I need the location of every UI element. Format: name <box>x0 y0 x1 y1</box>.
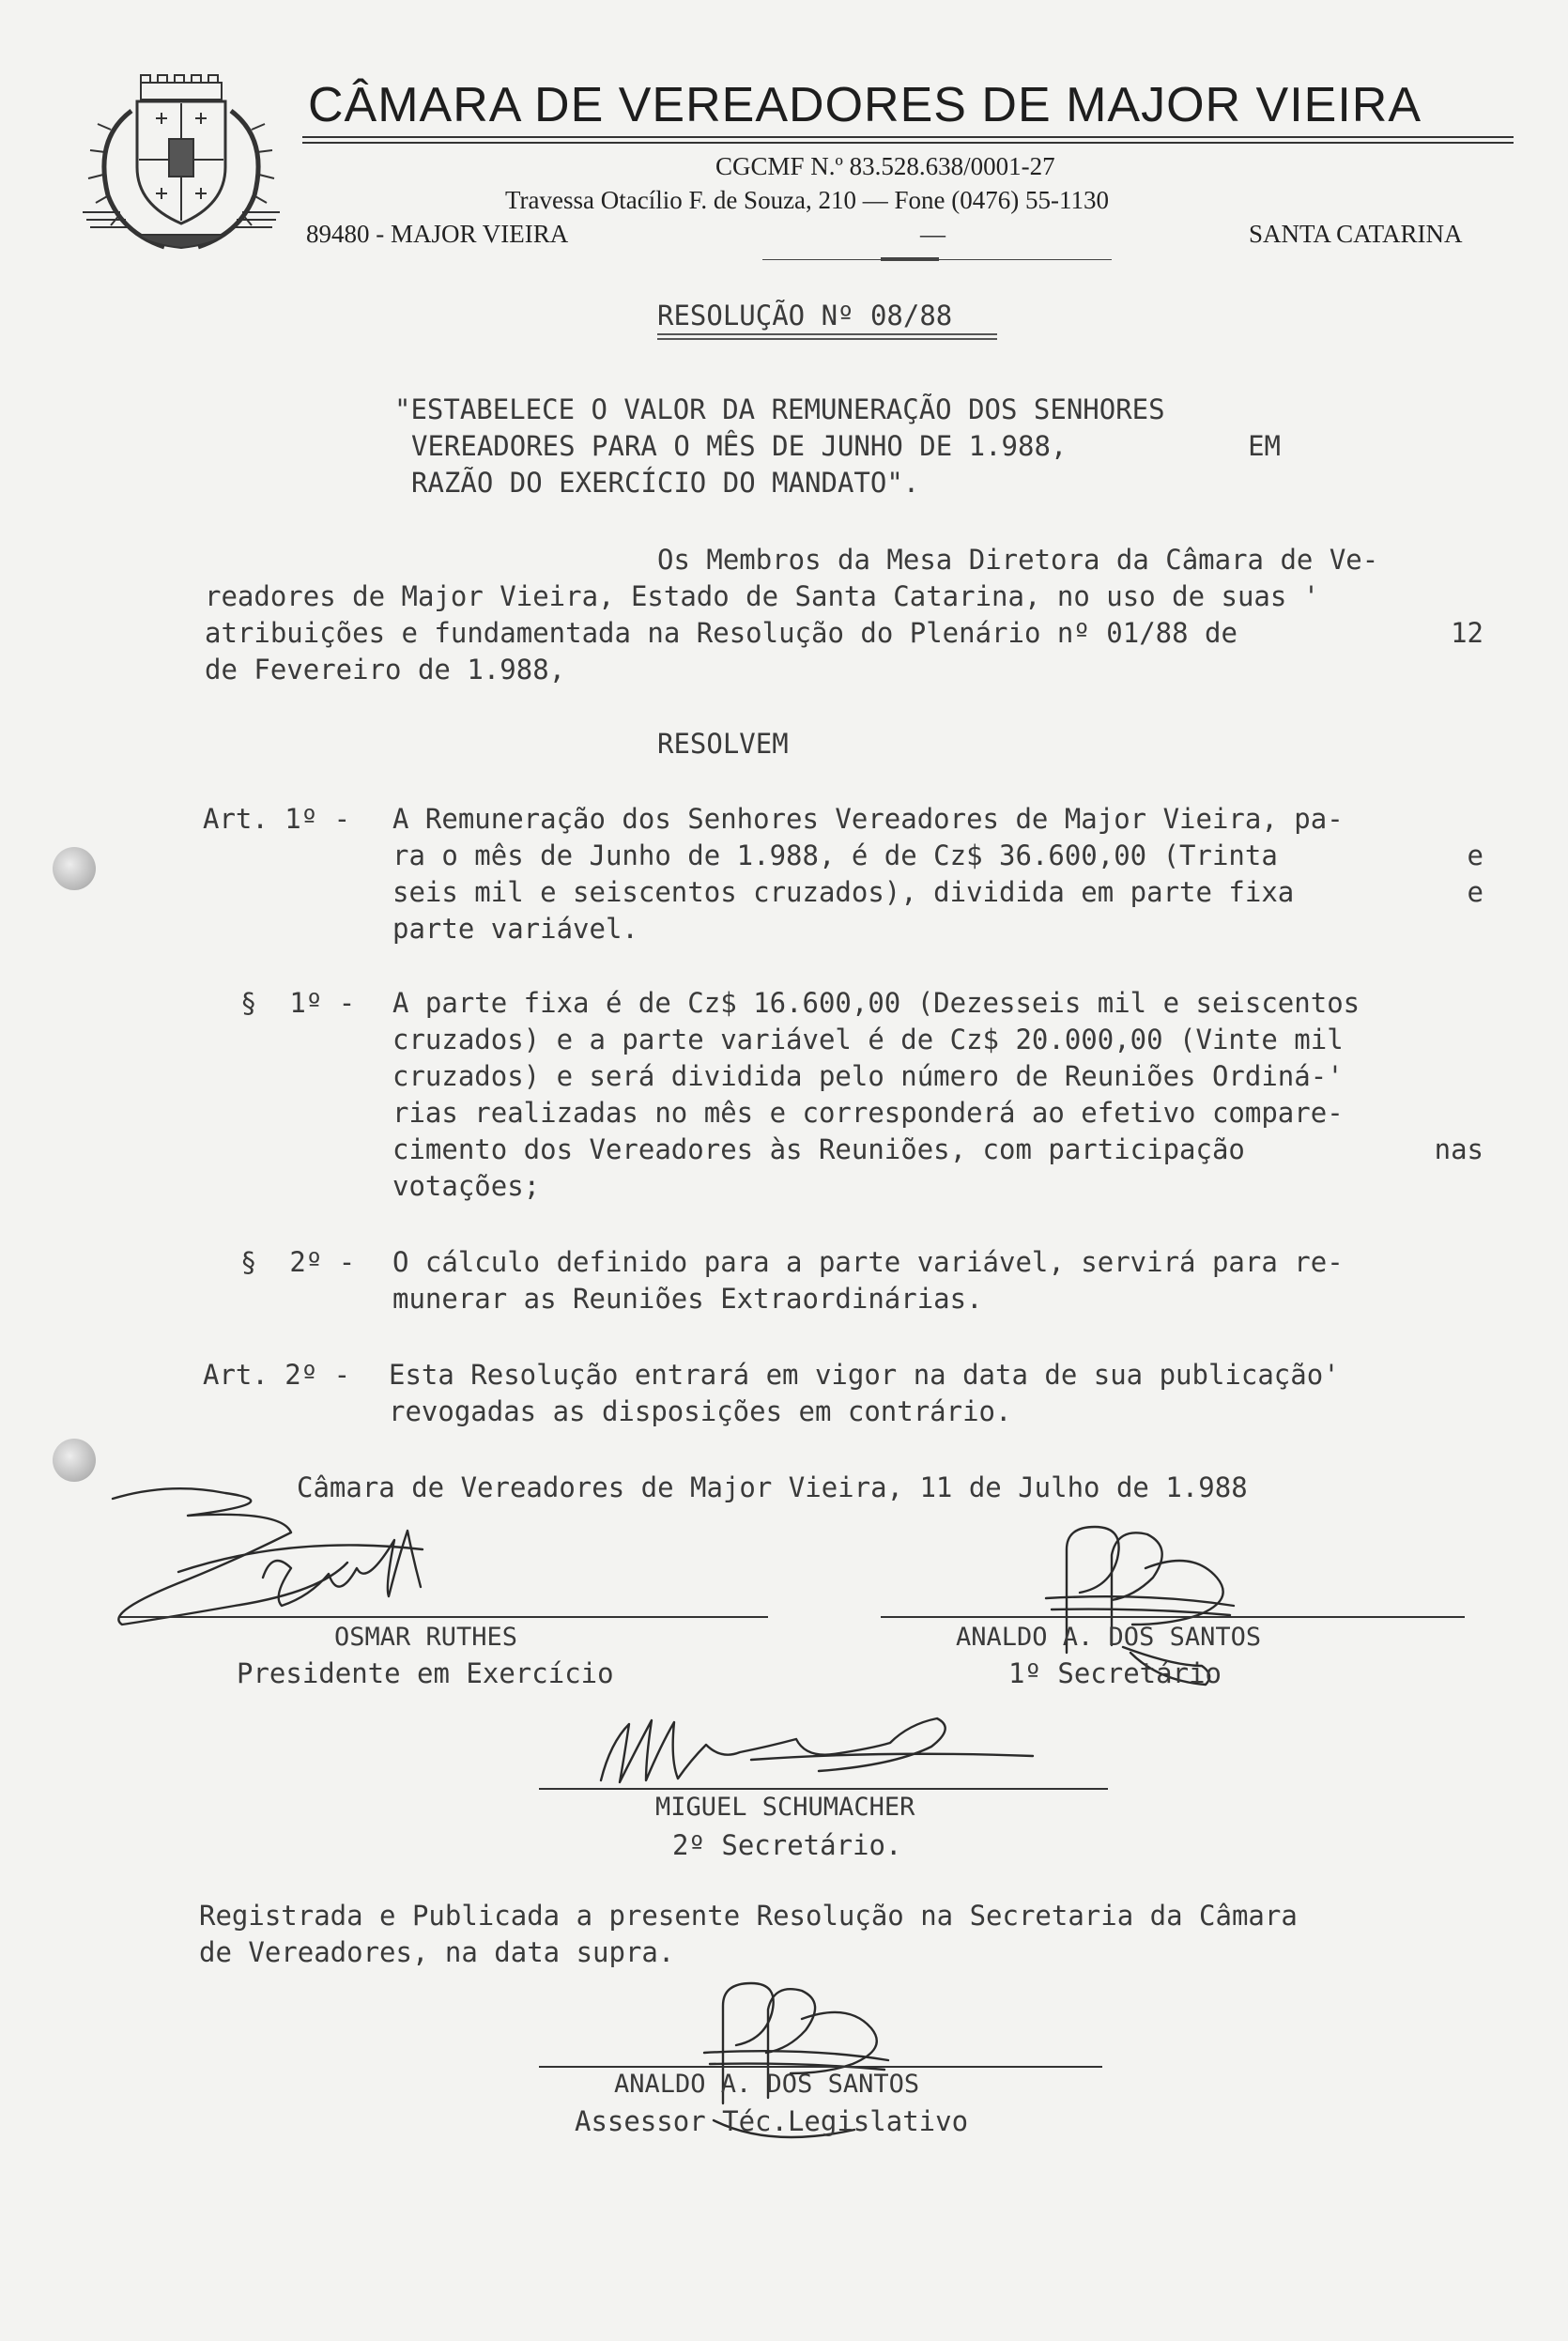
paragraph-1-line: A parte fixa é de Cz$ 16.600,00 (Dezesseis mil e seiscentos <box>392 987 1360 1019</box>
second-secretary-name: MIGUEL SCHUMACHER <box>655 1793 915 1822</box>
paragraph-2-line: O cálculo definido para a parte variável, servirá para re- <box>392 1246 1344 1278</box>
municipal-coat-of-arms-icon <box>83 73 280 252</box>
registration-signer-name: ANALDO A. DOS SANTOS <box>614 2070 920 2099</box>
ementa-line: RAZÃO DO EXERCÍCIO DO MANDATO". <box>411 467 920 499</box>
article-2-line: Esta Resolução entrará em vigor na data de sua publicação' <box>389 1359 1340 1391</box>
paragraph-1-line: cruzados) e será dividida pelo número de Reuniões Ordiná-' <box>392 1060 1344 1092</box>
place-and-date: Câmara de Vereadores de Major Vieira, 11 de Julho de 1.988 <box>297 1471 1248 1503</box>
first-secretary-signature-line <box>881 1616 1465 1618</box>
ementa-line: "ESTABELECE O VALOR DA REMUNERAÇÃO DOS SENHORES <box>394 393 1165 425</box>
president-title: Presidente em Exercício <box>237 1657 614 1689</box>
paragraph-1-line: rias realizadas no mês e corresponderá ao efetivo compare- <box>392 1097 1344 1129</box>
article-1-label: Art. 1º - <box>203 803 351 835</box>
ementa-line: VEREADORES PARA O MÊS DE JUNHO DE 1.988, EM <box>411 430 1281 462</box>
second-secretary-title: 2º Secretário. <box>672 1829 902 1861</box>
president-signature-line <box>120 1616 768 1618</box>
preamble-line: Os Membros da Mesa Diretora da Câmara de Ve- <box>657 544 1379 576</box>
chamber-name: CÂMARA DE VEREADORES DE MAJOR VIEIRA <box>308 78 1422 132</box>
resolvem-heading: RESOLVEM <box>657 728 789 760</box>
cep-city: 89480 - MAJOR VIEIRA <box>306 220 569 248</box>
state-name: SANTA CATARINA <box>1249 220 1463 248</box>
paragraph-1-line: cruzados) e a parte variável é de Cz$ 20.000,00 (Vinte mil <box>392 1024 1344 1055</box>
paragraph-1-label: § 1º - <box>240 987 356 1019</box>
punch-hole <box>53 847 96 890</box>
resolution-underline <box>657 338 997 340</box>
registration-line: de Vereadores, na data supra. <box>199 1936 675 1968</box>
second-secretary-signature-line <box>539 1788 1108 1790</box>
article-2-line: revogadas as disposições em contrário. <box>389 1395 1012 1427</box>
resolution-number: RESOLUÇÃO Nº 08/88 <box>657 300 953 331</box>
header-separator-mark <box>881 257 939 261</box>
paragraph-1-line: votações; <box>392 1170 541 1202</box>
preamble-line: atribuições e fundamentada na Resolução do Plenário nº 01/88 de 12 <box>205 617 1483 649</box>
paragraph-2-line: munerar as Reuniões Extraordinárias. <box>392 1283 983 1315</box>
header-rule <box>302 136 1514 138</box>
first-secretary-title: 1º Secretário <box>1008 1657 1222 1689</box>
punch-hole <box>53 1439 96 1482</box>
article-1-line: parte variável. <box>392 913 638 945</box>
president-name: OSMAR RUTHES <box>334 1623 518 1652</box>
article-1-line: seis mil e seiscentos cruzados), dividida em parte fixa e <box>392 876 1483 908</box>
preamble-line: de Fevereiro de 1.988, <box>205 654 566 685</box>
preamble-line: readores de Major Vieira, Estado de Santa Catarina, no uso de suas ' <box>205 580 1320 612</box>
header-dash: — <box>920 220 945 248</box>
second-secretary-signature <box>582 1715 1089 1799</box>
first-secretary-name: ANALDO A. DOS SANTOS <box>956 1623 1262 1652</box>
article-1-line: A Remuneração dos Senhores Vereadores de Major Vieira, pa- <box>392 803 1344 835</box>
president-signature <box>113 1474 526 1634</box>
address-line: Travessa Otacílio F. de Souza, 210 — Fone (0476) 55-1130 <box>505 186 1110 214</box>
header-rule <box>302 142 1514 144</box>
registration-line: Registrada e Publicada a presente Resolução na Secretaria da Câmara <box>199 1900 1298 1932</box>
cgcmf-number: CGCMF N.º 83.528.638/0001-27 <box>715 152 1055 180</box>
paragraph-2-label: § 2º - <box>240 1246 356 1278</box>
article-2-label: Art. 2º - <box>203 1359 351 1391</box>
registration-signature-line <box>539 2066 1102 2068</box>
paragraph-1-line: cimento dos Vereadores às Reuniões, com participação nas <box>392 1133 1483 1165</box>
registration-signer-title: Assessor Téc.Legislativo <box>575 2105 969 2137</box>
resolution-underline <box>657 333 997 335</box>
article-1-line: ra o mês de Junho de 1.988, é de Cz$ 36.600,00 (Trinta e <box>392 839 1483 871</box>
